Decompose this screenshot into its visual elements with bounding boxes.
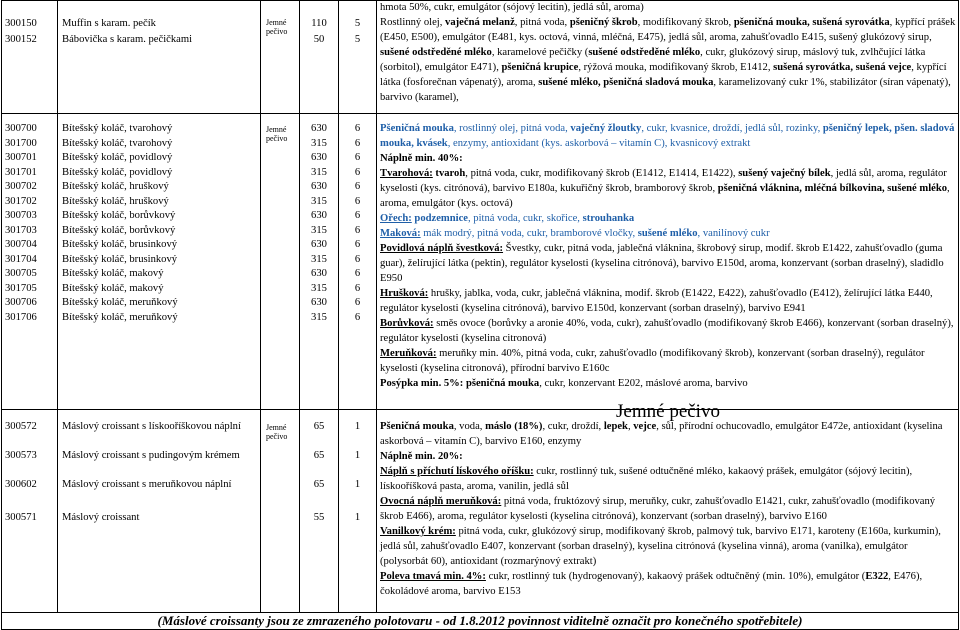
fill-ingredients [380,494,956,524]
ingredient-text: pšeničný lepek, pšen. sladová mouka, kvásek [380,123,955,149]
product-code: 300706 [5,297,37,308]
fill-name: Poleva tmavá min. 4%: [380,571,486,582]
product-category: Jemné pečivo [266,423,288,441]
ingredient-text: sušené mléko [637,228,698,239]
product-code: 301705 [5,282,37,294]
group1-ingredients [380,15,956,105]
product-count: 1 [354,450,361,461]
product-weight: 50 [313,34,325,45]
fill-ingredients [380,316,956,346]
ingredient-text: , jedlá sůl, aroma, regulátor kyselosti (kys. citrónová), barvivo E180a, kukuřičný škrob, bramborový škrob, [380,168,947,194]
fill-min-label: Náplně min. 20%: [380,451,463,462]
product-name: Bítešský koláč, makový [62,268,164,279]
product-code: 300571 [5,512,37,523]
ingredient-text: , cukr, droždí, [542,421,604,432]
ingredient-text: , voda, [453,421,486,432]
ingredient-text: , vanilínový cukr [697,228,770,239]
product-count: 6 [354,297,361,308]
col-line-left [1,0,2,630]
posypka-ingredients [380,376,956,391]
fill-name: Ořech: [380,213,412,224]
product-weight: 315 [311,224,327,236]
product-weight: 630 [311,297,327,308]
ingredient-text: sušené odstředěné mléko [380,47,492,58]
ingredient-text: Rostlinný olej, [380,17,446,28]
fill-name: Hrušková: [380,288,429,299]
product-count: 5 [354,34,361,45]
ingredient-text: , [627,421,634,432]
ingredient-text: Švestky, cukr, pitná voda, jablečná vláknina, škrobový sirup, modif. škrob E1422, zahušťovadlo (guma guar), želírující látka (pektin), regulátor kyselosti (kyselina citrónová), barvivo E150d, aroma, konzervant (sorban draselný), sladidlo E950 [380,243,944,284]
product-code: 301706 [5,311,37,323]
product-name: Bítešský koláč, tvarohový [62,137,173,149]
product-name: Bítešský koláč, povidlový [62,166,173,178]
product-code: 301701 [5,166,37,178]
product-count: 1 [354,421,361,432]
product-code: 300602 [5,479,37,490]
product-count: 6 [354,137,361,149]
ingredient-text: podzemnice [411,213,468,224]
ingredient-text: cukr, rostlinný tuk, sušené odtučněné mléko, kakaový prášek, emulgátor (sójový lecitin), lískooříšková pasta, aroma, vanilin, jedlá sůl [380,466,913,492]
ingredient-text: , kypřící látka (fosforečnan vápenatý), aroma, [380,62,947,88]
ingredient-text: , cukr, konzervant E202, máslové aroma, barvivo [539,378,748,389]
ingredient-text: , rýžová mouka, modifikovaný škrob, E1412, [578,62,774,73]
product-count: 6 [354,123,361,134]
product-name: Bítešský koláč, meruňkový [62,297,178,308]
section-title: Jemné pečivo [616,401,720,422]
ingredient-text: , sůl, přírodní ochucovadlo, emulgátor E472e, antioxidant (kyselina askorbová – vitamín C), barvivo E160, enzymy [380,421,943,447]
product-code: 301702 [5,195,37,207]
product-code: 301704 [5,253,37,265]
ingredient-text: sušený vaječný bílek [738,168,831,179]
group-divider-1 [1,113,959,114]
product-weight: 630 [311,123,327,134]
product-code: 300572 [5,421,37,432]
ingredient-text: lepek [603,421,628,432]
ingredient-text: , pitná voda, cukr, skořice, [467,213,583,224]
product-count: 6 [354,210,361,221]
product-count: 6 [354,195,361,207]
product-code: 300700 [5,123,37,134]
ingredient-text: , enzymy, antioxidant (kys. askorbová – vitamín C), kvasnicový extrakt [447,138,751,149]
ingredient-text: octová, vinná, mléčná, E475), jedlá sůl, aroma, zahušťovadlo E415, sušený glukózový sirup, [539,32,932,43]
product-count: 6 [354,224,361,236]
ingredient-text: tvaroh [432,168,466,179]
product-code: 301700 [5,137,37,149]
ingredient-text: pšeničná mouka, sušená syrovátka [733,17,890,28]
product-name: Bítešský koláč, povidlový [62,152,173,163]
ingredient-text: , kypřící prášek (E450, E500), emulgátor (E481, kys. [380,17,956,43]
product-count: 6 [354,253,361,265]
product-code: 300150 [5,18,37,29]
product-name: Bítešský koláč, borůvkový [62,210,176,221]
fill-name: Borůvková: [380,318,434,329]
product-weight: 315 [311,137,327,149]
product-count: 1 [354,512,361,523]
ingredient-text: , rostlinný olej, pitná voda, [453,123,571,134]
ingredient-text: pitná voda, fruktózový sirup, meruňky, cukr, zahušťovadlo E1421, cukr, zahušťovadlo (modifikovaný škrob E466), aroma, regulátor kyselosti (kyselina citrónová), konzervant (sorban draselný), barvivo E160 [380,496,936,522]
fill-name: Maková: [380,228,421,239]
product-weight: 315 [311,282,327,294]
product-count: 6 [354,268,361,279]
col-line-code [57,0,58,612]
group2-ingredients [380,121,956,391]
base-ingredients [380,419,956,449]
ingredient-text: Posýpka min. 5%: pšeničná mouka [380,378,540,389]
ingredient-text: Pšeničná mouka [380,421,454,432]
product-name: Máslový croissant s lískooříškovou náplní [62,421,241,432]
fill-ingredients [380,346,956,376]
product-weight: 630 [311,268,327,279]
ingredient-text: cukr, rostlinný tuk (hydrogenovaný), kakaový prášek odtučněný (min. 10%), emulgátor ( [485,571,866,582]
fill-name: Náplň s příchutí lískového oříšku: [380,466,534,477]
ingredient-text: pšeničná krupice [501,62,579,73]
fill-ingredients [380,286,956,316]
fill-name: Tvarohová: [380,168,433,179]
product-weight: 110 [311,18,327,29]
product-name: Bítešský koláč, meruňkový [62,311,178,323]
product-count: 5 [354,18,361,29]
product-code: 300705 [5,268,37,279]
product-weight: 630 [311,152,327,163]
fill-name: Povidlová náplň švestková: [380,243,504,254]
ingredient-text: strouhanka [582,213,635,224]
footer-note: (Máslové croissanty jsou ze zmrazeného polotovaru - od 1.8.2012 povinnost viditelně označit pro konečného spotřebitele) [157,613,803,628]
product-name: Bítešský koláč, tvarohový [62,123,173,134]
ingredient-text: , pitná voda, [514,17,570,28]
product-weight: 65 [313,450,325,461]
base-ingredients [380,121,956,151]
product-category: Jemné pečivo [266,125,288,143]
fill-ingredients [380,464,956,494]
ingredient-text: sušená syrovátka, sušená vejce [773,62,912,73]
ingredient-text: meruňky min. 40%, pitná voda, cukr, zahušťovadlo (modifikovaný škrob), konzervant (sorban draselný), regulátor kyselosti (kyselina citronová), přírodní barvivo E160c [380,348,925,374]
ingredient-text: Pšeničná mouka [380,123,454,134]
ingredient-text: , modifikovaný škrob, [637,17,734,28]
product-count: 6 [354,311,361,323]
col-line-right [958,0,959,630]
product-weight: 630 [311,239,327,250]
product-count: 6 [354,239,361,250]
product-weight: 65 [313,479,325,490]
product-name: Muffin s karam. pečík [62,18,156,29]
ingredient-text: , pitná voda, cukr, modifikovaný škrob (E1412, E1414, E1422), [465,168,739,179]
product-name: Bítešský koláč, hruškový [62,195,169,207]
product-weight: 315 [311,253,327,265]
fill-ingredients [380,524,956,569]
product-count: 6 [354,166,361,178]
fill-min-label: Náplně min. 40%: [380,153,463,164]
product-count: 6 [354,282,361,294]
ingredient-text: sušené odstředěné mléko [588,47,701,58]
col-line-name [260,0,261,612]
product-name: Máslový croissant [62,512,140,523]
product-code: 300702 [5,181,37,192]
ingredient-text: máslo (18%) [485,421,543,432]
ingredient-text: pšeničná vláknina, mléčná bílkovina, sušené mléko [717,183,948,194]
product-code: 300152 [5,34,37,45]
product-name: Máslový croissant s meruňkovou náplní [62,479,232,490]
ingredient-text: pitná voda, cukr, glukózový sirup, modifikovaný škrob, palmový tuk, barvivo E171, karoteny (E160a, kurkumin), jedlá sůl, zahušťovadlo E407, konzervant (sorban draselný), kyselina citrónová (kyselina vinná), aroma (vanilka), emulgátor (polysorbát 60), antioxidant (rozmarýnový extrakt) [380,526,941,567]
product-weight: 315 [311,195,327,207]
fill-ingredients [380,569,956,599]
product-name: Bítešský koláč, borůvkový [62,224,176,236]
ingredient-text: vaječná melanž [445,17,515,28]
product-weight: 65 [313,421,325,432]
product-name: Bítešský koláč, brusinkový [62,239,178,250]
fill-name: Meruňková: [380,348,437,359]
ingredient-text: vaječný žloutky [570,123,642,134]
ingredient-text: vejce [633,421,657,432]
product-name: Máslový croissant s pudingovým krémem [62,450,240,461]
product-name: Bítešský koláč, makový [62,282,164,294]
product-weight: 55 [313,512,325,523]
ingredient-text: sušené mléko, pšeničná sladová mouka [538,77,714,88]
fill-ingredients [380,211,956,226]
product-weight: 315 [311,166,327,178]
fill-ingredients [380,241,956,286]
ingredient-text: pšeničný škrob [569,17,638,28]
product-category: Jemné pečivo [266,18,288,36]
product-code: 300703 [5,210,37,221]
fill-name: Ovocná náplň meruňková: [380,496,502,507]
fill-name: Vanilkový krém: [380,526,456,537]
fill-ingredients [380,166,956,211]
product-weight: 315 [311,311,327,323]
product-code: 300701 [5,152,37,163]
product-weight: 630 [311,181,327,192]
ingredient-text: směs ovoce (borůvky a aronie 40%, voda, cukr), zahušťovadlo (modifikovaný škrob E466), konzervant (sorban draselný), regulátor kyselosti (kyselina citronová) [380,318,954,344]
ingredient-text: , aroma, emulgátor (kys. octová) [380,183,950,209]
ingredient-text: , karamelizovaný cukr 1%, stabilizátor (síran vápenatý), barvivo (karamel), [380,77,951,103]
ingredient-text: hrušky, jablka, voda, cukr, jablečná vláknina, modif. škrob (E1422, E422), zahušťovadlo (E412), želírující látka E440, regulátor kyselosti (kyselina citrónová), barvivo E150d, konzervant (sorban draselný), barvivo E941 [380,288,933,314]
product-name: Bítešský koláč, brusinkový [62,253,178,265]
product-count: 6 [354,152,361,163]
product-weight: 630 [311,210,327,221]
ingredient-text: , cukr, kvasnice, droždí, jedlá sůl, rozinky, [641,123,823,134]
ingredient-text: E322 [865,571,889,582]
product-code: 300704 [5,239,37,250]
group1-desc-top: hmota 50%, cukr, emulgátor (sójový lecitin), jedlá sůl, aroma) [380,2,644,13]
fill-ingredients [380,226,956,241]
product-code: 300573 [5,450,37,461]
product-name: Bítešský koláč, hruškový [62,181,169,192]
product-name: Bábovička s karam. pečičkami [62,34,193,45]
ingredient-text: , karamelové pečičky ( [491,47,589,58]
product-code: 301703 [5,224,37,236]
product-count: 6 [354,181,361,192]
ingredient-text: , E476), čokoládové aroma, barvivo E153 [380,571,923,597]
product-count: 1 [354,479,361,490]
ingredient-text: , cukr, glukózový sirup, máslový tuk, zvlhčující látka (sorbitol), emulgátor E471), [380,47,926,73]
col-line-count [376,0,377,612]
group3-ingredients [380,419,956,599]
ingredient-text: mák modrý, pitná voda, cukr, bramborové vločky, [420,228,638,239]
